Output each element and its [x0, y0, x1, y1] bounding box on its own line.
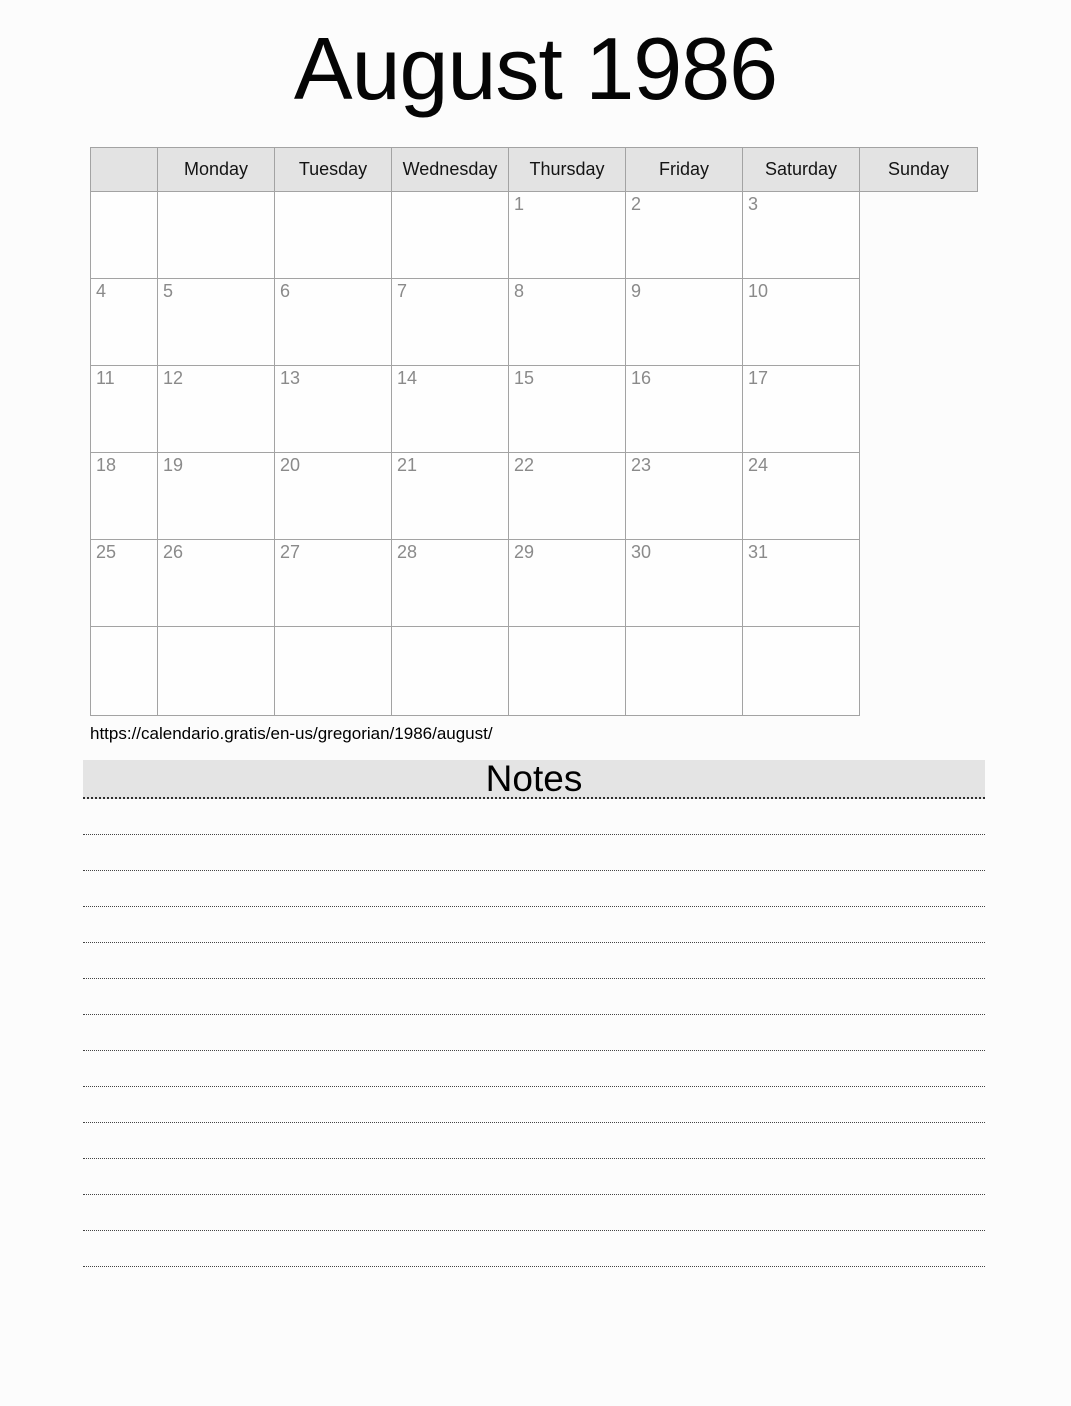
- note-line: [83, 907, 985, 943]
- calendar-day-cell: 5: [158, 278, 275, 365]
- weekday-header-tuesday: Tuesday: [275, 147, 392, 191]
- calendar-day-cell: 29: [509, 539, 626, 626]
- notes-title: Notes: [485, 757, 583, 799]
- calendar-day-cell: 19: [158, 452, 275, 539]
- calendar-day-cell: 1: [509, 191, 626, 278]
- calendar-day-cell: [275, 191, 392, 278]
- weekday-header-monday: Monday: [158, 147, 275, 191]
- calendar-day-cell: 16: [626, 365, 743, 452]
- note-line: [83, 871, 985, 907]
- note-line: [83, 1015, 985, 1051]
- calendar-day-cell: 11: [91, 365, 158, 452]
- calendar-day-cell: 26: [158, 539, 275, 626]
- note-line: [83, 799, 985, 835]
- note-line: [83, 835, 985, 871]
- calendar-day-cell: [626, 626, 743, 715]
- calendar-week-row: [91, 365, 978, 452]
- calendar-day-cell: 17: [743, 365, 860, 452]
- calendar-day-cell: 3: [743, 191, 860, 278]
- calendar-week-row: [91, 626, 978, 715]
- calendar-day-cell: [743, 626, 860, 715]
- calendar-table: [90, 147, 978, 716]
- calendar-day-cell: [275, 626, 392, 715]
- calendar-day-cell: [91, 191, 158, 278]
- calendar-day-cell: 24: [743, 452, 860, 539]
- source-url: https://calendario.gratis/en-us/gregorian/1986/august/: [90, 723, 493, 743]
- calendar-day-cell: 12: [158, 365, 275, 452]
- calendar-day-cell: 30: [626, 539, 743, 626]
- calendar-day-cell: [91, 626, 158, 715]
- notes-lines: [83, 799, 985, 1267]
- calendar-day-cell: [509, 626, 626, 715]
- note-line: [83, 1087, 985, 1123]
- calendar-day-cell: 6: [275, 278, 392, 365]
- calendar-week-row: [91, 539, 978, 626]
- calendar-day-cell: 13: [275, 365, 392, 452]
- notes-header: [83, 757, 985, 799]
- note-line: [83, 1159, 985, 1195]
- note-line: [83, 1123, 985, 1159]
- calendar-week-row: [91, 191, 978, 278]
- calendar-day-cell: 25: [91, 539, 158, 626]
- calendar-day-cell: 31: [743, 539, 860, 626]
- calendar-header-row: [91, 147, 978, 191]
- note-line: [83, 979, 985, 1015]
- calendar-day-cell: 23: [626, 452, 743, 539]
- calendar-day-cell: [392, 191, 509, 278]
- calendar-day-cell: [392, 626, 509, 715]
- weekday-header-thursday: Thursday: [509, 147, 626, 191]
- weekday-header-sunday: Sunday: [860, 147, 978, 191]
- weekday-header-saturday: Saturday: [743, 147, 860, 191]
- note-line: [83, 943, 985, 979]
- page-title: August 1986: [293, 19, 778, 118]
- calendar-day-cell: 18: [91, 452, 158, 539]
- calendar-day-cell: 20: [275, 452, 392, 539]
- calendar-day-cell: 14: [392, 365, 509, 452]
- calendar-day-cell: 9: [626, 278, 743, 365]
- calendar-day-cell: 21: [392, 452, 509, 539]
- calendar-day-cell: 8: [509, 278, 626, 365]
- weekday-header-wednesday: Wednesday: [392, 147, 509, 191]
- note-line: [83, 1051, 985, 1087]
- calendar-day-cell: 27: [275, 539, 392, 626]
- note-line: [83, 1195, 985, 1231]
- note-line: [83, 1231, 985, 1267]
- calendar-body: [91, 191, 978, 715]
- calendar-day-cell: 2: [626, 191, 743, 278]
- calendar-day-cell: 4: [91, 278, 158, 365]
- calendar-day-cell: 28: [392, 539, 509, 626]
- calendar-day-cell: 10: [743, 278, 860, 365]
- calendar-day-cell: [158, 191, 275, 278]
- calendar-week-row: [91, 278, 978, 365]
- calendar-day-cell: 15: [509, 365, 626, 452]
- calendar-day-cell: 22: [509, 452, 626, 539]
- calendar-day-cell: 7: [392, 278, 509, 365]
- calendar-week-row: [91, 452, 978, 539]
- calendar-day-cell: [158, 626, 275, 715]
- weekday-header-friday: Friday: [626, 147, 743, 191]
- calendar-left-gutter: [91, 147, 158, 191]
